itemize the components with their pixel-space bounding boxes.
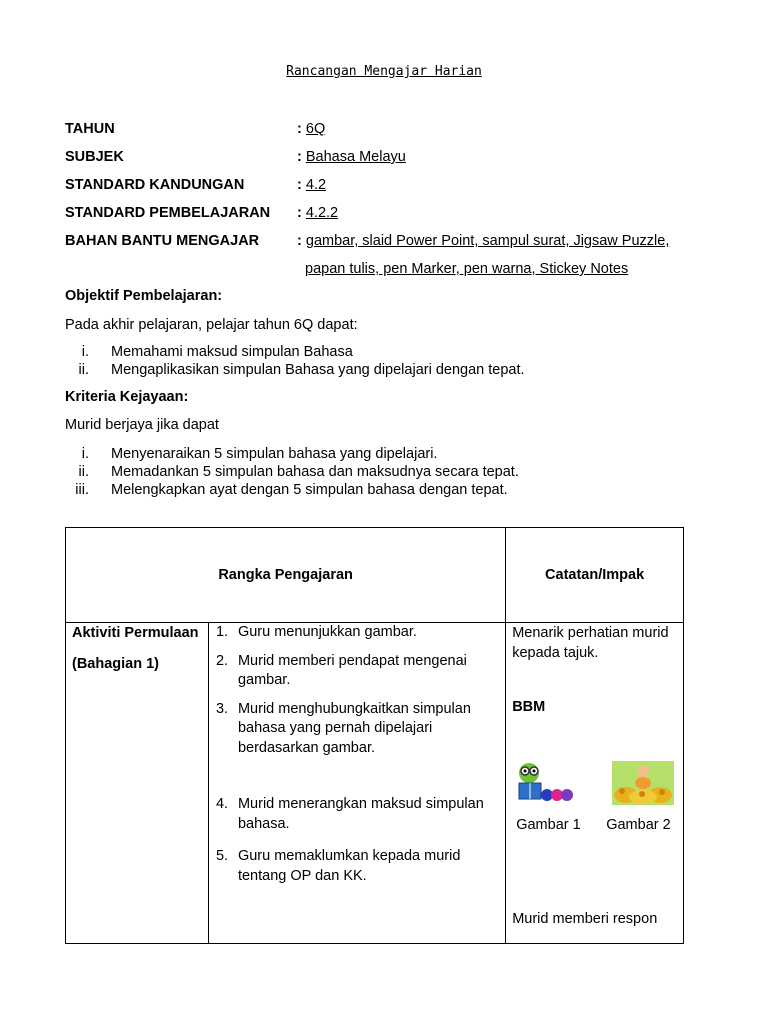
kriteria-intro: Murid berjaya jika dapat	[65, 417, 219, 433]
info-label-bahan-bantu: BAHAN BANTU MENGAJAR	[65, 233, 260, 249]
info-value-bahan-bantu: : gambar, slaid Power Point, sampul surat, Jigsaw Puzzle,	[297, 233, 670, 249]
info-value-standard-pembelajaran: : 4.2.2	[297, 205, 339, 221]
lesson-table	[65, 527, 684, 944]
page-title: Rancangan Mengajar Harian	[286, 64, 482, 79]
objektif-intro: Pada akhir pelajaran, pelajar tahun 6Q dapat:	[65, 317, 358, 333]
list-item: 3. Murid menghubungkaitkan simpulan bahasa yang pernah dipelajari berdasarkan gambar.	[215, 700, 471, 756]
notes-bottom: Murid memberi respon	[512, 911, 658, 927]
objektif-heading: Objektif Pembelajaran:	[65, 288, 223, 304]
list-item: ii. Memadankan 5 simpulan bahasa dan maksudnya secara tepat.	[78, 464, 519, 480]
kriteria-heading: Kriteria Kejayaan:	[65, 389, 189, 405]
list-item: 5. Guru memaklumkan kepada murid tentang OP dan KK.	[215, 848, 461, 884]
info-value-tahun: : 6Q	[297, 121, 326, 137]
steps-cell	[208, 623, 505, 944]
bbm-label: BBM	[512, 699, 546, 715]
info-label-tahun: TAHUN	[65, 121, 115, 137]
info-value-standard-kandungan: : 4.2	[297, 177, 327, 193]
steps-list	[209, 623, 493, 886]
list-item: i. Menyenaraikan 5 simpulan bahasa yang dipelajari.	[81, 446, 438, 462]
list-item: iii. Melengkapkan ayat dengan 5 simpulan bahasa dengan tepat.	[75, 482, 508, 498]
list-item: 1. Guru menunjukkan gambar.	[215, 624, 417, 640]
phase-cell	[66, 623, 209, 944]
list-item: i. Memahami maksud simpulan Bahasa	[81, 344, 353, 360]
list-item: ii. Mengaplikasikan simpulan Bahasa yang dipelajari dengan tepat.	[78, 362, 525, 378]
objektif-list	[65, 343, 525, 379]
kriteria-list	[65, 445, 519, 499]
info-value-bahan-bantu-cont: papan tulis, pen Marker, pen warna, Stickey Notes	[305, 261, 629, 277]
list-item: 4. Murid menerangkan maksud simpulan bahasa.	[215, 796, 484, 832]
info-label-standard-pembelajaran: STANDARD PEMBELAJARAN	[65, 205, 271, 221]
info-label-subjek: SUBJEK	[65, 149, 124, 165]
info-value-subjek: : Bahasa Melayu	[297, 149, 406, 165]
notes-top: Menarik perhatian murid kepada tajuk.	[512, 625, 669, 661]
bookworm-icon	[515, 761, 577, 805]
gold-treasure-icon	[612, 761, 674, 805]
notes-cell	[506, 623, 684, 944]
info-label-standard-kandungan: STANDARD KANDUNGAN	[65, 177, 245, 193]
img2-caption: Gambar 2	[606, 817, 671, 833]
phase-title: Aktiviti Permulaan	[72, 625, 199, 641]
img1-caption: Gambar 1	[516, 817, 581, 833]
header-rangka: Rangka Pengajaran	[66, 528, 506, 623]
list-item: 2. Murid memberi pendapat mengenai gambar.	[215, 652, 467, 688]
phase-sub: (Bahagian 1)	[72, 656, 160, 672]
header-catatan: Catatan/Impak	[506, 528, 684, 623]
